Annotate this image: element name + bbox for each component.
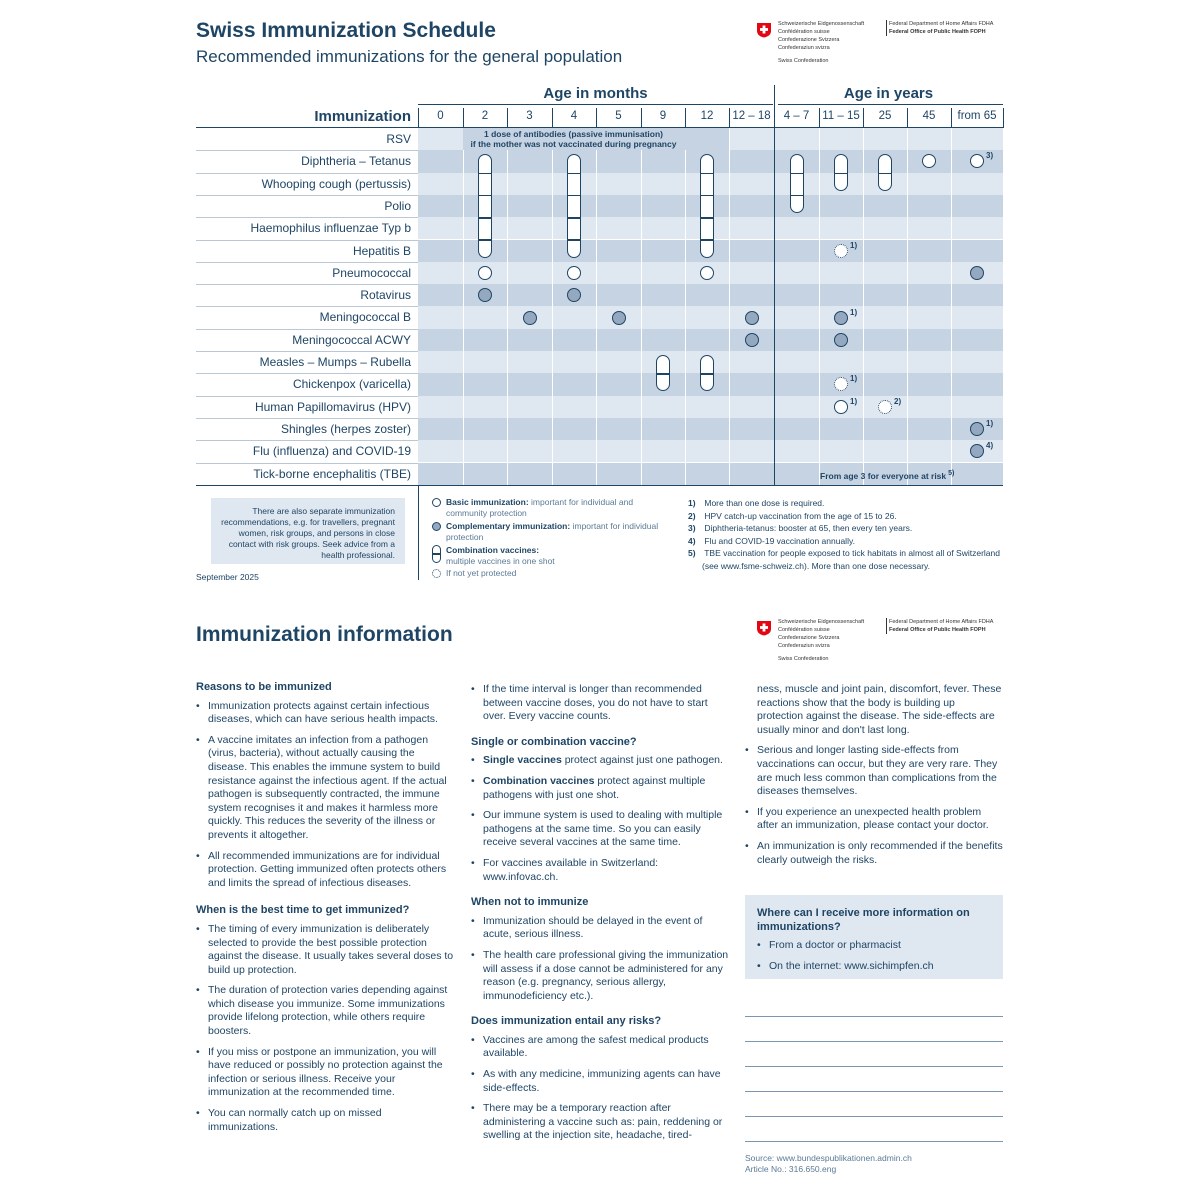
- column-divider: [418, 108, 419, 128]
- row-rule: [196, 195, 418, 196]
- page-title: Swiss Immunization Schedule: [196, 19, 496, 42]
- age-column-header: from 65: [957, 110, 997, 122]
- age-column-header: 11 – 15: [822, 110, 860, 122]
- source-url: Source: www.bundespublikationen.admin.ch: [745, 1153, 912, 1163]
- list-item: • Serious and longer lasting side-effects from vaccinations can occur, but they are very rare. They are much less common than complications from the diseases themselves.: [745, 744, 1003, 798]
- footnote-marker: 1): [986, 419, 994, 429]
- combination-separator: [568, 239, 580, 241]
- row-rule: [196, 396, 418, 397]
- row-label: Measles – Mumps – Rubella: [259, 355, 411, 369]
- row-label: Polio: [384, 198, 411, 213]
- list-item: • Single vaccines protect against just one pathogen.: [471, 754, 729, 768]
- combination-separator: [701, 373, 713, 375]
- footnote: 1) More than one dose is required.: [688, 498, 825, 508]
- logo-confederation: Swiss Confederation: [778, 58, 829, 64]
- row-rule: [196, 284, 418, 285]
- age-column-header: 9: [659, 110, 667, 122]
- combination-separator: [568, 173, 580, 175]
- age-column-header: 3: [526, 110, 533, 122]
- list-item: • All recommended immunizations are for individual protection. Getting immunized often protects others and limits the spread of infectious diseases.: [196, 850, 454, 891]
- column-divider: [552, 108, 553, 128]
- tbe-note: From age 3 for everyone at risk $^{5)}$: [820, 468, 955, 481]
- combination-separator: [701, 173, 713, 175]
- list-item: • If the time interval is longer than recommended between vaccine doses, you do not have to start over. Every vaccine counts.: [471, 683, 729, 724]
- source-info: [745, 1153, 912, 1175]
- footnote-marker: 1): [850, 374, 858, 384]
- row-label: RSV: [386, 132, 411, 146]
- section-heading: Single or combination vaccine?: [471, 735, 637, 748]
- list-item: • You can normally catch up on missed immunizations.: [196, 1107, 454, 1134]
- combination-separator: [479, 239, 491, 241]
- combination-vaccine-icon: [432, 545, 441, 563]
- row-rule: [196, 373, 418, 374]
- row-rule: [196, 217, 418, 218]
- footnote: 4) Flu and COVID-19 vaccination annually.: [688, 535, 855, 546]
- list-item: • Vaccines are among the safest medical products available.: [471, 1034, 729, 1061]
- age-column-header: 4: [570, 110, 578, 122]
- column-divider: [729, 128, 730, 485]
- age-column-header: 12: [700, 110, 714, 122]
- complementary-circle-icon: [432, 522, 441, 531]
- combination-separator: [479, 195, 491, 197]
- list-item: • Our immune system is used to dealing with multiple pathogens at the same time. So you can easily receive several vaccines at the same time.: [471, 809, 729, 850]
- separate-recommendations-note: There are also separate immunization recommendations, e.g. for travellers, pregnant women, risk groups, and persons in close contact with risk groups. Seek advice from a health professional.: [211, 498, 405, 564]
- age-column-header: 0: [437, 110, 444, 122]
- list-item: • Immunization protects against certain infectious diseases, which can have serious health impacts.: [196, 700, 454, 727]
- row-label: Pneumococcal: [332, 265, 411, 280]
- list-item: • A vaccine imitates an infection from a pathogen (virus, bacteria), without actually causing the disease. This enables the immune system to build resistance against the infectious agent. If the actual pathogen is subsequently contracted, the immune system recognises it and makes it harmless more quickly. This reduces the severity of the illness or prevents it altogether.: [196, 734, 454, 843]
- list-item: • If you miss or postpone an immunization, you will have reduced or possibly no protection against the infection or serious illness. Receive your immunization at the recommended time.: [196, 1046, 454, 1100]
- row-label: Flu (influenza) and COVID-19: [252, 444, 411, 459]
- list-item-continued: ness, muscle and joint pain, discomfort, fever. These reactions show that the body is building up protection against the disease. The side-effects are usually minor and don't last long.: [757, 683, 1002, 736]
- immunization-column-header: Immunization: [314, 108, 411, 125]
- footnote-marker: 1): [850, 396, 858, 406]
- row-rule: [196, 351, 418, 352]
- combination-vaccine-mark: [478, 154, 492, 257]
- legend: [432, 497, 672, 579]
- age-column-header: 5: [615, 110, 622, 122]
- age-years-header: Age in years: [843, 85, 934, 102]
- legend-combination: Combination vaccines: multiple vaccines in one shot: [432, 545, 672, 567]
- row-label: Tick-borne encephalitis (TBE): [253, 466, 411, 481]
- footnote: 5) TBE vaccination for people exposed to tick habitats in almost all of Switzerland (see www.fsme-schweiz.ch). More than one dose necessary.: [688, 548, 1000, 571]
- row-rule: [196, 240, 418, 241]
- info-column-1: [196, 681, 454, 1141]
- column-divider: [1003, 108, 1004, 128]
- dotted-circle-icon: [432, 569, 441, 578]
- combination-separator: [479, 173, 491, 175]
- column-divider: [729, 108, 730, 128]
- months-group-rule: [418, 104, 773, 105]
- footnote-marker: 1): [850, 240, 858, 250]
- column-divider: [596, 108, 597, 128]
- list-item: • The timing of every immunization is deliberately selected to provide the best possible protection against the disease. It usually takes several doses to build up protection.: [196, 923, 454, 977]
- basic-dose-mark: [478, 266, 492, 280]
- footnote-marker: 1): [850, 307, 858, 317]
- legend-not-yet-protected: If not yet protected: [432, 568, 672, 579]
- combination-separator: [568, 195, 580, 197]
- column-divider: [641, 128, 642, 485]
- column-divider: [596, 128, 597, 485]
- note-line: [745, 1116, 1003, 1117]
- column-divider: [507, 108, 508, 128]
- column-divider: [507, 128, 508, 485]
- column-divider: [685, 128, 686, 485]
- footnote: 3) Diphtheria-tetanus: booster at 65, then every ten years.: [688, 523, 913, 533]
- column-divider: [463, 108, 464, 128]
- single-combination-list: [471, 754, 729, 884]
- list-item: • If you experience an unexpected health problem after an immunization, please contact your doctor.: [745, 806, 1003, 833]
- combination-vaccine-mark: [700, 355, 714, 391]
- list-item: • Combination vaccines protect against multiple pathogens with just one shot.: [471, 775, 729, 802]
- age-months-header: Age in months: [543, 85, 648, 102]
- risks-list: [471, 1034, 729, 1143]
- note-line: [745, 1066, 1003, 1067]
- row-label: Rotavirus: [360, 288, 411, 303]
- row-label: Diphtheria – Tetanus: [301, 154, 411, 169]
- footnote: 2) HPV catch-up vaccination from the age of 15 to 26.: [688, 510, 897, 521]
- rsv-note: 1 dose of antibodies (passive immunisation) if the mother was not vaccinated during pregnancy: [470, 129, 677, 149]
- box-title: Where can I receive more information on immunizations?: [757, 907, 970, 933]
- reasons-list: [196, 700, 454, 891]
- combination-separator: [701, 195, 713, 197]
- publication-date: September 2025: [196, 572, 259, 582]
- age-column-header: 45: [922, 110, 936, 122]
- section-heading: Reasons to be immunized: [196, 681, 332, 693]
- basic-dose-mark: [567, 266, 581, 280]
- logo-department: Federal Department of Home Affairs FDHA Federal Office of Public Health FOPH: [886, 618, 993, 634]
- combination-vaccine-mark: [567, 154, 581, 257]
- note-line: [745, 1016, 1003, 1017]
- section-heading: When is the best time to get immunized?: [196, 904, 410, 917]
- column-divider: [463, 128, 464, 485]
- timing-list: [196, 923, 454, 1134]
- combination-separator: [568, 217, 580, 219]
- row-label: Human Papillomavirus (HPV): [254, 399, 411, 414]
- list-item: • The duration of protection varies depending against which disease you immunize. Some immunizations provide lifelong protection, while others require boosters.: [196, 984, 454, 1038]
- combination-vaccine-mark: [656, 355, 670, 391]
- list-item: • There may be a temporary reaction after administering a vaccine such as: pain, reddening or swelling at the injection site, headache, tired-: [471, 1102, 729, 1143]
- age-column-header: 12 – 18: [732, 110, 771, 122]
- note-line: [745, 1041, 1003, 1042]
- section-heading: Does immunization entail any risks?: [471, 1015, 662, 1028]
- age-column-header: 2: [481, 110, 489, 122]
- list-item: • Immunization should be delayed in the event of acute, serious illness.: [471, 915, 729, 942]
- column-divider: [641, 108, 642, 128]
- note-line: [745, 1091, 1003, 1092]
- combination-separator: [701, 217, 713, 219]
- page-subtitle: Recommended immunizations for the general population: [196, 47, 623, 66]
- row-rule: [196, 329, 418, 330]
- list-item: • On the internet: www.sichimpfen.ch: [757, 960, 991, 974]
- row-rule: [196, 440, 418, 441]
- list-item: • The health care professional giving the immunization will assess if a dose cannot be administered for any reason (e.g. pregnancy, serious allergy, immunodeficiency etc.).: [471, 949, 729, 1003]
- list-item: • As with any medicine, immunizing agents can have side-effects.: [471, 1068, 729, 1095]
- combination-separator: [657, 373, 669, 375]
- legend-basic: Basic immunization: important for individual and community protection: [432, 497, 672, 519]
- column-divider: [685, 108, 686, 128]
- list-item: • From a doctor or pharmacist: [757, 939, 991, 953]
- list-item: • For vaccines available in Switzerland: www.infovac.ch.: [471, 857, 729, 884]
- row-rule: [196, 418, 418, 419]
- list-item: • An immunization is only recommended if the benefits clearly outweigh the risks.: [745, 840, 1003, 867]
- row-label: Shingles (herpes zoster): [280, 421, 411, 436]
- row-rule: [196, 306, 418, 307]
- footnote-marker: 4): [986, 441, 994, 451]
- column-divider: [552, 128, 553, 485]
- interval-list: [471, 683, 729, 724]
- basic-dose-mark: [700, 266, 714, 280]
- row-label: Haemophilus influenzae Typ b: [250, 221, 411, 236]
- combination-vaccine-mark: [700, 154, 714, 257]
- row-label: Hepatitis B: [352, 243, 411, 258]
- age-column-header: 25: [878, 110, 892, 122]
- row-label: Whooping cough (pertussis): [261, 176, 411, 191]
- legend-complementary: Complementary immunization: important for individual protection: [432, 521, 672, 543]
- not-immunize-list: [471, 915, 729, 1004]
- footnote-marker: 2): [894, 396, 902, 406]
- complementary-dose-mark: [523, 311, 537, 325]
- row-label: Meningococcal B: [319, 310, 411, 325]
- article-number: Article No.: 316.650.eng: [745, 1164, 837, 1174]
- row-label: Meningococcal ACWY: [292, 332, 411, 347]
- footnote-marker: 3): [986, 151, 994, 161]
- row-rule: [196, 150, 418, 151]
- logo-department: Federal Department of Home Affairs FDHA Federal Office of Public Health FOPH: [886, 20, 993, 36]
- info-title: Immunization information: [196, 623, 453, 646]
- note-line: [745, 1141, 1003, 1142]
- basic-circle-icon: [432, 498, 441, 507]
- info-column-2: [471, 683, 729, 1150]
- logo-languages: Schweizerische Eidgenossenschaft Confédération suisse Confederazione Svizzera Confederaziun svizra: [778, 619, 865, 649]
- combination-separator: [479, 217, 491, 219]
- combination-separator: [701, 239, 713, 241]
- logo-confederation: Swiss Confederation: [778, 656, 829, 662]
- notes-lines: [745, 0, 1003, 1200]
- age-column-header: 4 – 7: [783, 110, 810, 122]
- complementary-dose-mark: [612, 311, 626, 325]
- row-label: Chickenpox (varicella): [292, 377, 411, 392]
- logo-languages: Schweizerische Eidgenossenschaft Confédération suisse Confederazione Svizzera Confederaziun svizra: [778, 21, 865, 51]
- row-rule: [196, 463, 418, 464]
- section-heading: When not to immunize: [471, 896, 589, 909]
- row-rule: [196, 173, 418, 174]
- legend-divider: [418, 485, 419, 580]
- row-rule: [196, 262, 418, 263]
